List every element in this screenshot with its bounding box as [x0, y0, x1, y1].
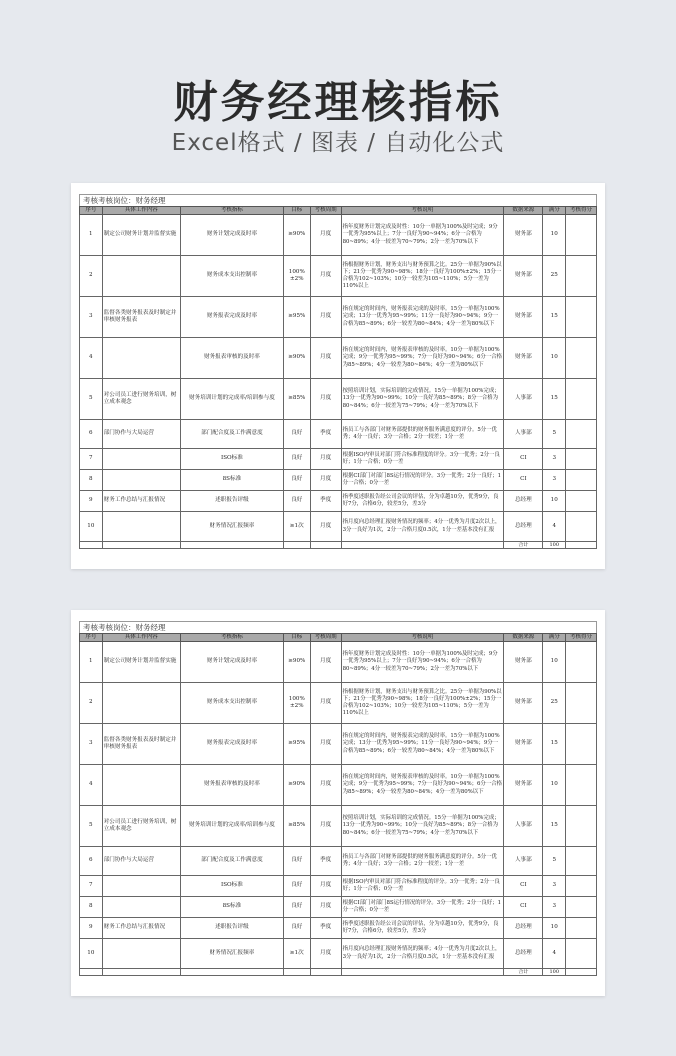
table-row: [80, 297, 597, 338]
column-header: 数据来源: [504, 207, 543, 215]
cell-source: CI: [504, 449, 543, 470]
cell-result: [566, 897, 597, 918]
cell-work: [102, 256, 180, 297]
cell-criteria: 指在规定的时间内，财务报表完成的及时率。15分一单据为100%完成；13分一优秀为95~99%；11分一良好为90~94%；9分一合格为85~89%；6分一较差为80~84%；4分一差为80%以下: [341, 724, 504, 765]
column-header: 考核周期: [310, 634, 341, 642]
cell-target: 100%±2%: [283, 256, 310, 297]
kpi-sheet: [79, 621, 597, 976]
cell-target: ≥90%: [283, 642, 310, 683]
cell-score: 10: [543, 338, 566, 379]
cell-result: [566, 215, 597, 256]
cell-target: 良好: [283, 918, 310, 939]
table-row: [80, 939, 597, 969]
table-row: [80, 215, 597, 256]
cell-score: 3: [543, 897, 566, 918]
cell-period: 月度: [310, 379, 341, 420]
column-header: 具体工作内容: [102, 207, 180, 215]
cell-criteria: 指月度向总经理汇报财务情况的频率；4分一优秀为月度2次以上，3分一良好为1次，2分一合格月度0.5次，1分一差基本没有汇报: [341, 939, 504, 969]
cell-criteria: 指在规定的时间内，财务报表审核的及时率。10分一单据为100%完成；9分一优秀为95~99%；7分一良好为90~94%；6分一合格为85~89%；4分一较差为80~84%；4分一差为80%以下: [341, 765, 504, 806]
total-row: [80, 969, 597, 976]
cell-source: 财务部: [504, 338, 543, 379]
cell-no: 8: [80, 897, 103, 918]
cell-score: 10: [543, 765, 566, 806]
cell-work: [102, 876, 180, 897]
cell-no: 9: [80, 918, 103, 939]
total-score: 100: [543, 969, 566, 976]
cell-work: 监督各类财务报表及时制定并审核财务报表: [102, 724, 180, 765]
cell-result: [566, 470, 597, 491]
cell-period: 月度: [310, 806, 341, 847]
cell-score: 4: [543, 939, 566, 969]
cell-target: 良好: [283, 876, 310, 897]
total-empty-cell: [341, 542, 504, 549]
cell-no: 3: [80, 297, 103, 338]
cell-target: 100%±2%: [283, 683, 310, 724]
cell-period: 季度: [310, 491, 341, 512]
cell-no: 4: [80, 765, 103, 806]
cell-no: 9: [80, 491, 103, 512]
total-empty-cell: [566, 969, 597, 976]
column-header: 目标: [283, 634, 310, 642]
total-empty-cell: [310, 969, 341, 976]
cell-source: 财务部: [504, 683, 543, 724]
cell-period: 月度: [310, 876, 341, 897]
cell-source: 财务部: [504, 765, 543, 806]
total-label: 合计: [504, 542, 543, 549]
table-row: [80, 876, 597, 897]
cell-target: 良好: [283, 470, 310, 491]
cell-no: 1: [80, 642, 103, 683]
cell-score: 3: [543, 470, 566, 491]
total-empty-cell: [180, 542, 283, 549]
cell-result: [566, 491, 597, 512]
total-empty-cell: [566, 542, 597, 549]
cell-criteria: 按照培训计划，实际培训的完成情况。15分一单据为100%完成；13分一优秀为90~99%；10分一良好为85~89%；8分一合格为80~84%；6分一较差为75~79%；4分一差为70%以下: [341, 379, 504, 420]
cell-source: 财务部: [504, 297, 543, 338]
cell-kpi: 8S标准: [180, 897, 283, 918]
kpi-table: [79, 633, 597, 976]
table-row: [80, 918, 597, 939]
cell-period: 月度: [310, 939, 341, 969]
cell-source: 总经理: [504, 918, 543, 939]
sheet-preview-2: [71, 610, 605, 996]
cell-no: 10: [80, 939, 103, 969]
total-empty-cell: [102, 969, 180, 976]
column-header: 考核说明: [341, 207, 504, 215]
cell-score: 15: [543, 724, 566, 765]
cell-work: 监督各类财务报表及时制定并审核财务报表: [102, 297, 180, 338]
cell-kpi: 财务成本支出控制率: [180, 256, 283, 297]
kpi-table: [79, 206, 597, 549]
cell-target: ≥90%: [283, 215, 310, 256]
cell-source: 财务部: [504, 256, 543, 297]
cell-work: 部门协作与大局运营: [102, 847, 180, 876]
kpi-sheet: [79, 194, 597, 549]
cell-target: 良好: [283, 491, 310, 512]
cell-result: [566, 876, 597, 897]
cell-result: [566, 642, 597, 683]
cell-work: [102, 939, 180, 969]
cell-score: 10: [543, 215, 566, 256]
column-header: 考核得分: [566, 207, 597, 215]
cell-criteria: 指季度述职报告经公司会议的评估，分为卓越10分，优秀9分，良好7分，合格6分，较差5分，差3分: [341, 491, 504, 512]
cell-work: [102, 512, 180, 542]
cell-result: [566, 256, 597, 297]
cell-source: CI: [504, 876, 543, 897]
cell-result: [566, 512, 597, 542]
table-header-row: [80, 634, 597, 642]
cell-criteria: 根据ISO内审员对部门符合标准程度的评分。3分一优秀；2分一良好；1分一合格；0分一差: [341, 449, 504, 470]
cell-kpi: 财务计划完成及时率: [180, 215, 283, 256]
cell-source: 人事部: [504, 847, 543, 876]
total-empty-cell: [180, 969, 283, 976]
table-row: [80, 512, 597, 542]
cell-target: 良好: [283, 847, 310, 876]
page-title: 财务经理核指标: [173, 77, 503, 128]
cell-result: [566, 939, 597, 969]
table-row: [80, 724, 597, 765]
cell-kpi: 8S标准: [180, 470, 283, 491]
cell-score: 4: [543, 512, 566, 542]
cell-result: [566, 765, 597, 806]
total-score: 100: [543, 542, 566, 549]
cell-no: 1: [80, 215, 103, 256]
total-empty-cell: [341, 969, 504, 976]
cell-kpi: 财务培训计划的完成率/培训参与度: [180, 806, 283, 847]
cell-target: 良好: [283, 897, 310, 918]
cell-score: 5: [543, 420, 566, 449]
cell-period: 月度: [310, 765, 341, 806]
table-row: [80, 256, 597, 297]
cell-score: 5: [543, 847, 566, 876]
column-header: 考核说明: [341, 634, 504, 642]
cell-source: 总经理: [504, 512, 543, 542]
cell-work: 财务工作总结与汇报情况: [102, 918, 180, 939]
total-empty-cell: [283, 542, 310, 549]
table-row: [80, 491, 597, 512]
table-row: [80, 379, 597, 420]
cell-criteria: 指员工与各部门对财务部提供的财务服务满意度的评分。5分一优秀；4分一良好；3分一合格；2分一较差；1分一差: [341, 420, 504, 449]
cell-kpi: 财务报表完成及时率: [180, 724, 283, 765]
total-row: [80, 542, 597, 549]
cell-period: 月度: [310, 897, 341, 918]
cell-result: [566, 847, 597, 876]
cell-period: 月度: [310, 470, 341, 491]
cell-criteria: 指员工与各部门对财务部提供的财务服务满意度的评分。5分一优秀；4分一良好；3分一合格；2分一较差；1分一差: [341, 847, 504, 876]
cell-no: 8: [80, 470, 103, 491]
cell-criteria: 指根据财务计划，财务支出与财务预算之比。25分一单据为90%以下；21分一优秀为90~98%；18分一良好为100%±2%；15分一合格为102~103%；10分一较差为105~110%；5分一差为110%以上: [341, 256, 504, 297]
page-subtitle: Excel格式 / 图表 / 自动化公式: [171, 130, 505, 156]
cell-source: 财务部: [504, 215, 543, 256]
total-empty-cell: [80, 542, 103, 549]
cell-kpi: 部门配合度及工作满意度: [180, 847, 283, 876]
cell-score: 15: [543, 379, 566, 420]
cell-source: 总经理: [504, 939, 543, 969]
column-header: 考核指标: [180, 634, 283, 642]
total-empty-cell: [283, 969, 310, 976]
cell-kpi: 财务计划完成及时率: [180, 642, 283, 683]
cell-no: 10: [80, 512, 103, 542]
cell-score: 15: [543, 297, 566, 338]
cell-period: 季度: [310, 420, 341, 449]
cell-period: 季度: [310, 918, 341, 939]
cell-period: 月度: [310, 215, 341, 256]
column-header: 目标: [283, 207, 310, 215]
cell-score: 25: [543, 683, 566, 724]
cell-kpi: 财务报表完成及时率: [180, 297, 283, 338]
table-row: [80, 683, 597, 724]
cell-score: 15: [543, 806, 566, 847]
cell-work: 对公司员工进行财务培训，树立成本观念: [102, 806, 180, 847]
cell-criteria: 指季度述职报告经公司会议的评估，分为卓越10分，优秀9分，良好7分，合格6分，较差5分，差3分: [341, 918, 504, 939]
cell-result: [566, 379, 597, 420]
cell-criteria: 根据CI部门对部门8S运行情况的评分。3分一优秀；2分一良好；1分一合格；0分一差: [341, 470, 504, 491]
cell-source: 人事部: [504, 379, 543, 420]
cell-kpi: 财务报表审核的及时率: [180, 338, 283, 379]
table-row: [80, 420, 597, 449]
cell-criteria: 指在规定的时间内，财务报表完成的及时率。15分一单据为100%完成；13分一优秀为95~99%；11分一良好为90~94%；9分一合格为85~89%；6分一较差为80~84%；4分一差为80%以下: [341, 297, 504, 338]
cell-period: 月度: [310, 642, 341, 683]
cell-no: 7: [80, 449, 103, 470]
cell-no: 2: [80, 256, 103, 297]
cell-work: [102, 765, 180, 806]
cell-no: 6: [80, 420, 103, 449]
cell-period: 月度: [310, 449, 341, 470]
cell-period: 月度: [310, 724, 341, 765]
cell-kpi: 财务成本支出控制率: [180, 683, 283, 724]
cell-criteria: 指月度向总经理汇报财务情况的频率；4分一优秀为月度2次以上，3分一良好为1次，2分一合格月度0.5次，1分一差基本没有汇报: [341, 512, 504, 542]
cell-no: 5: [80, 379, 103, 420]
cell-work: [102, 897, 180, 918]
cell-source: 财务部: [504, 724, 543, 765]
total-label: 合计: [504, 969, 543, 976]
table-row: [80, 470, 597, 491]
cell-criteria: 根据ISO内审员对部门符合标准程度的评分。3分一优秀；2分一良好；1分一合格；0分一差: [341, 876, 504, 897]
column-header: 具体工作内容: [102, 634, 180, 642]
cell-no: 2: [80, 683, 103, 724]
cell-target: ≥1次: [283, 939, 310, 969]
cell-work: 制定公司财务计划并监督实施: [102, 215, 180, 256]
cell-kpi: 部门配合度及工作满意度: [180, 420, 283, 449]
cell-result: [566, 806, 597, 847]
table-header-row: [80, 207, 597, 215]
total-empty-cell: [80, 969, 103, 976]
table-row: [80, 642, 597, 683]
cell-kpi: 述职报告评级: [180, 918, 283, 939]
cell-kpi: 财务情况汇报频率: [180, 939, 283, 969]
cell-no: 5: [80, 806, 103, 847]
table-row: [80, 765, 597, 806]
table-row: [80, 338, 597, 379]
table-row: [80, 897, 597, 918]
column-header: 满分: [543, 634, 566, 642]
column-header: 序号: [80, 634, 103, 642]
cell-kpi: 财务报表审核的及时率: [180, 765, 283, 806]
cell-target: ≥95%: [283, 724, 310, 765]
cell-criteria: 按照培训计划，实际培训的完成情况。15分一单据为100%完成；13分一优秀为90~99%；10分一良好为85~89%；8分一合格为80~84%；6分一较差为75~79%；4分一差为70%以下: [341, 806, 504, 847]
cell-target: ≥90%: [283, 338, 310, 379]
cell-criteria: 根据CI部门对部门8S运行情况的评分。3分一优秀；2分一良好；1分一合格；0分一差: [341, 897, 504, 918]
cell-target: ≥85%: [283, 379, 310, 420]
cell-no: 4: [80, 338, 103, 379]
cell-no: 3: [80, 724, 103, 765]
column-header: 考核周期: [310, 207, 341, 215]
cell-source: 人事部: [504, 806, 543, 847]
sheet-caption: 考核考核岗位：财务经理: [79, 621, 597, 633]
cell-score: 25: [543, 256, 566, 297]
cell-period: 月度: [310, 512, 341, 542]
cell-kpi: 述职报告评级: [180, 491, 283, 512]
cell-result: [566, 338, 597, 379]
cell-source: CI: [504, 897, 543, 918]
cell-kpi: 财务培训计划的完成率/培训参与度: [180, 379, 283, 420]
table-row: [80, 806, 597, 847]
cell-result: [566, 683, 597, 724]
cell-work: 财务工作总结与汇报情况: [102, 491, 180, 512]
cell-source: 总经理: [504, 491, 543, 512]
cell-score: 10: [543, 491, 566, 512]
cell-no: 6: [80, 847, 103, 876]
cell-result: [566, 297, 597, 338]
cell-work: [102, 338, 180, 379]
cell-period: 月度: [310, 297, 341, 338]
column-header: 数据来源: [504, 634, 543, 642]
cell-work: [102, 683, 180, 724]
cell-source: 财务部: [504, 642, 543, 683]
column-header: 序号: [80, 207, 103, 215]
cell-kpi: ISO标准: [180, 876, 283, 897]
cell-score: 10: [543, 642, 566, 683]
cell-source: 人事部: [504, 420, 543, 449]
cell-period: 月度: [310, 256, 341, 297]
column-header: 考核得分: [566, 634, 597, 642]
cell-result: [566, 420, 597, 449]
table-row: [80, 847, 597, 876]
cell-score: 3: [543, 876, 566, 897]
table-row: [80, 449, 597, 470]
cell-target: 良好: [283, 420, 310, 449]
cell-target: 良好: [283, 449, 310, 470]
cell-target: ≥1次: [283, 512, 310, 542]
cell-criteria: 指年度财务计划完成及时性：10分一单据为100%及时完成；9分一优秀为95%以上；7分一良好为90~94%；6分一合格为80~89%；4分一较差为70~79%；2分一差为70%以下: [341, 215, 504, 256]
total-empty-cell: [102, 542, 180, 549]
cell-work: 制定公司财务计划并监督实施: [102, 642, 180, 683]
cell-score: 3: [543, 449, 566, 470]
cell-no: 7: [80, 876, 103, 897]
cell-work: [102, 470, 180, 491]
sheet-preview-1: [71, 183, 605, 569]
total-empty-cell: [310, 542, 341, 549]
cell-period: 月度: [310, 683, 341, 724]
cell-kpi: ISO标准: [180, 449, 283, 470]
cell-period: 月度: [310, 338, 341, 379]
cell-criteria: 指年度财务计划完成及时性：10分一单据为100%及时完成；9分一优秀为95%以上；7分一良好为90~94%；6分一合格为80~89%；4分一较差为70~79%；2分一差为70%以下: [341, 642, 504, 683]
cell-score: 10: [543, 918, 566, 939]
cell-result: [566, 918, 597, 939]
cell-target: ≥95%: [283, 297, 310, 338]
cell-target: ≥85%: [283, 806, 310, 847]
cell-criteria: 指根据财务计划，财务支出与财务预算之比。25分一单据为90%以下；21分一优秀为90~98%；18分一良好为100%±2%；15分一合格为102~103%；10分一较差为105~110%；5分一差为110%以上: [341, 683, 504, 724]
cell-work: 部门协作与大局运营: [102, 420, 180, 449]
column-header: 满分: [543, 207, 566, 215]
column-header: 考核指标: [180, 207, 283, 215]
cell-work: 对公司员工进行财务培训，树立成本观念: [102, 379, 180, 420]
cell-criteria: 指在规定的时间内，财务报表审核的及时率。10分一单据为100%完成；9分一优秀为95~99%；7分一良好为90~94%；6分一合格为85~89%；4分一较差为80~84%；4分一差为80%以下: [341, 338, 504, 379]
cell-period: 季度: [310, 847, 341, 876]
cell-result: [566, 724, 597, 765]
sheet-caption: 考核考核岗位：财务经理: [79, 194, 597, 206]
cell-source: CI: [504, 470, 543, 491]
cell-result: [566, 449, 597, 470]
cell-kpi: 财务情况汇报频率: [180, 512, 283, 542]
cell-target: ≥90%: [283, 765, 310, 806]
cell-work: [102, 449, 180, 470]
